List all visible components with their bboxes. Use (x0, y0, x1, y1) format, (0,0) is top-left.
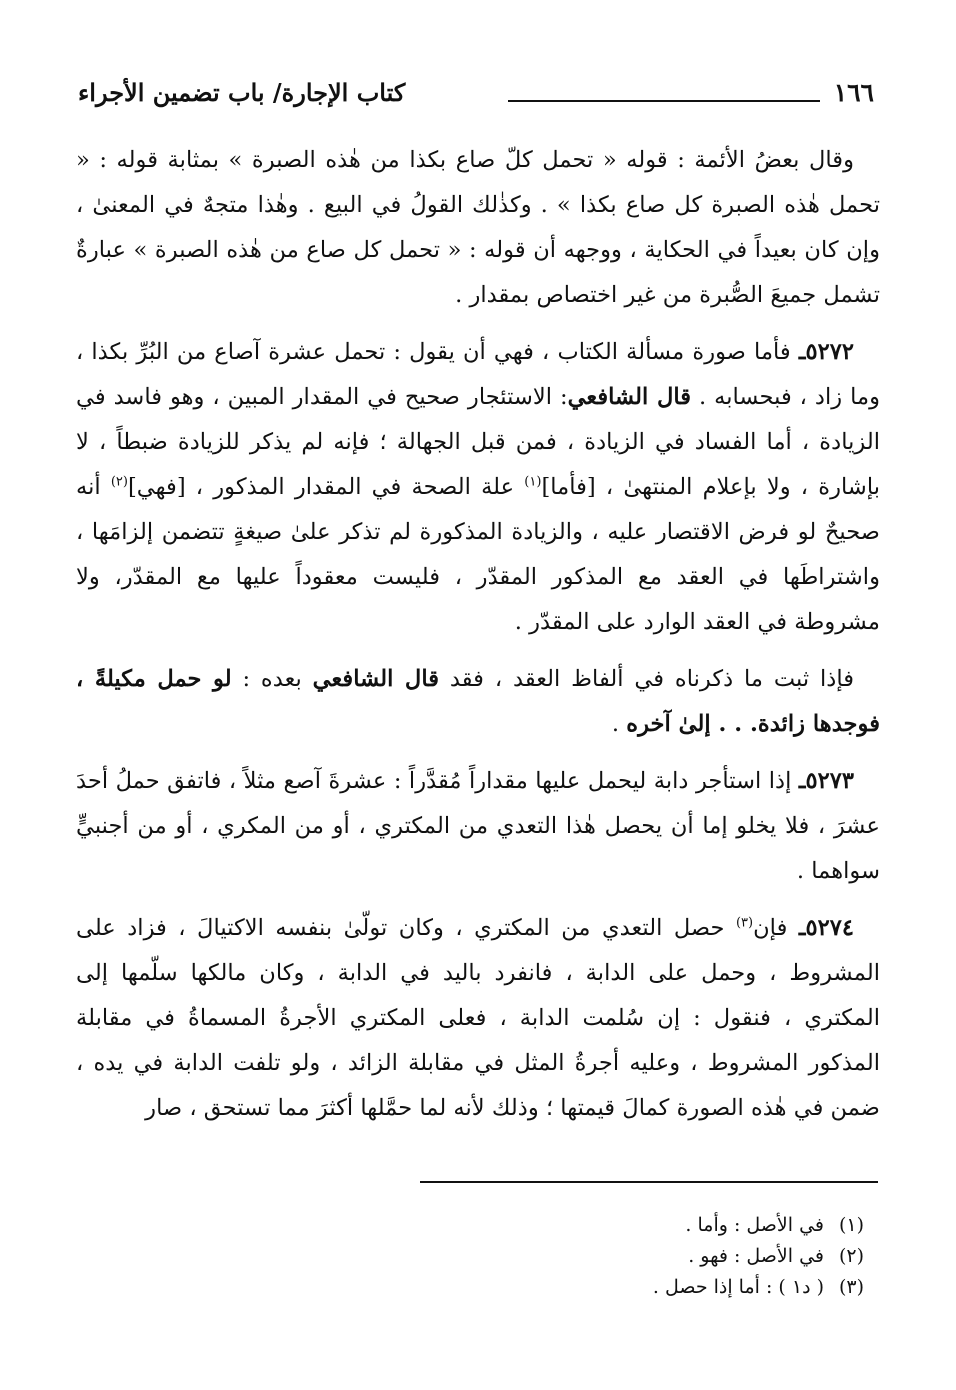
paragraph-1 (76, 138, 880, 318)
bold-phrase: قال الشافعي (312, 666, 440, 692)
paragraph-text: أنه صحيحٌ لو فرض الاقتصار عليه ، والزيادة المذكورة لم تذكر علىٰ صيغةٍ تتضمن إلزامَها ، واشتراطَها في العقد مع المذكور المقدّر ، فليست معقوداً عليها مع المقدّر، ولا مشروطة في العقد الوارد على المقدّر . (76, 474, 880, 635)
paragraph-text: فإن (753, 915, 799, 941)
bold-quote: لو حمل مكيلةً ، فوجدها زائدة. . . إلىٰ آخره (76, 666, 880, 737)
paragraph-5274 (76, 906, 880, 1131)
running-head (78, 78, 878, 118)
section-number: ٥٢٧٤ـ (798, 915, 854, 941)
paragraph-text: علة الصحة في المقدار المذكور ، [فهي] (127, 474, 525, 500)
paragraph-3 (76, 657, 880, 747)
paragraph-text: حصل التعدي من المكتري ، وكان تولّىٰ بنفسه الاكتيالَ ، فزاد على المشروط ، وحمل على الدابة ، فانفرد باليد في الدابة ، وكان مالكها سلّمها إلى المكتري ، فنقول : إن سُلمت الدابة ، فعلى المكتري الأجرةُ المسماةُ في مقابلة المذكور المشروط ، وعليه أجرةُ المثل في مقابلة الزائد ، ولو تلفت الدابة في يده ، ضمن في هٰذه الصورة كمالَ قيمتها ؛ وذلك لأنه لما حمَّلها أكثرَ مما تستحق ، صار (76, 915, 880, 1121)
section-number: ٥٢٧٢ـ (798, 339, 854, 365)
footnote-ref: (٢) (110, 474, 128, 490)
footnotes (364, 1210, 864, 1303)
footnote-2 (364, 1241, 864, 1272)
bold-phrase: قال الشافعي (567, 384, 692, 410)
footnote-ref: (٣) (735, 915, 754, 931)
paragraph-text: إذا استأجر دابة ليحمل عليها مقداراً مُقدَّراً : عشرةَ آصع مثلاً ، فاتفق حملُ أحدَ عشرَ ، فلا يخلو إما أن يحصل هٰذا التعدي من المكتري ، أو من المكري ، أو من أجنبيٍّ سواهما . (76, 768, 880, 884)
paragraph-text: فإذا ثبت ما ذكرناه في ألفاظ العقد ، فقد (439, 666, 855, 692)
main-text (76, 138, 880, 1131)
footnote-text: في الأصل : وأما . (685, 1214, 824, 1236)
paragraph-text: بعده : (231, 666, 313, 692)
paragraph-text: فأما صورة مسألة الكتاب ، فهي أن يقول : تحمل عشرة آصاع من البُرِّ بكذا ، وما زاد ، فبحسابه . (76, 339, 880, 410)
footnote-separator (420, 1181, 878, 1183)
paragraph-text: : الاستئجار صحيح في المقدار المبين ، وهو فاسد في الزيادة ، أما الفساد في الزيادة ، فمن قبل الجهالة ؛ فإنه لم يذكر للزيادة ضبطاً ، لا بإشارة ، ولا بإعلام المنتهىٰ ، [فأما] (76, 384, 880, 500)
footnote-mark: (٢) (838, 1245, 864, 1267)
footnote-mark: (١) (838, 1214, 864, 1236)
footnote-text: في الأصل : فهو . (688, 1245, 824, 1267)
paragraph-5272 (76, 330, 880, 645)
footnote-3 (364, 1272, 864, 1303)
header-rule (508, 100, 820, 102)
footnote-text: ( د١ ) : أما إذا حصل . (652, 1276, 824, 1298)
chapter-title: كتاب الإجارة/ باب تضمين الأجراء (78, 78, 406, 107)
section-number: ٥٢٧٣ـ (798, 768, 854, 794)
footnote-1 (364, 1210, 864, 1241)
paragraph-text: . (611, 711, 627, 737)
footnote-ref: (١) (524, 474, 542, 490)
footnote-mark: (٣) (838, 1276, 864, 1298)
page-number: ١٦٦ (833, 78, 874, 107)
paragraph-1-text: وقال بعضُ الأئمة : قوله « تحمل كلّ صاع بكذا من هٰذه الصبرة » بمثابة قوله : « تحمل هٰذه الصبرة كل صاع بكذا » . وكذٰلك القولُ في البيع . وهٰذا متجهٌ في المعنىٰ ، وإن كان بعيداً في الحكاية ، ووجهه أن قوله : « تحمل كل صاع من هٰذه الصبرة » عبارةٌ تشمل جميعَ الصُّبرة من غير اختصاص بمقدار . (76, 147, 880, 308)
paragraph-5273 (76, 759, 880, 894)
